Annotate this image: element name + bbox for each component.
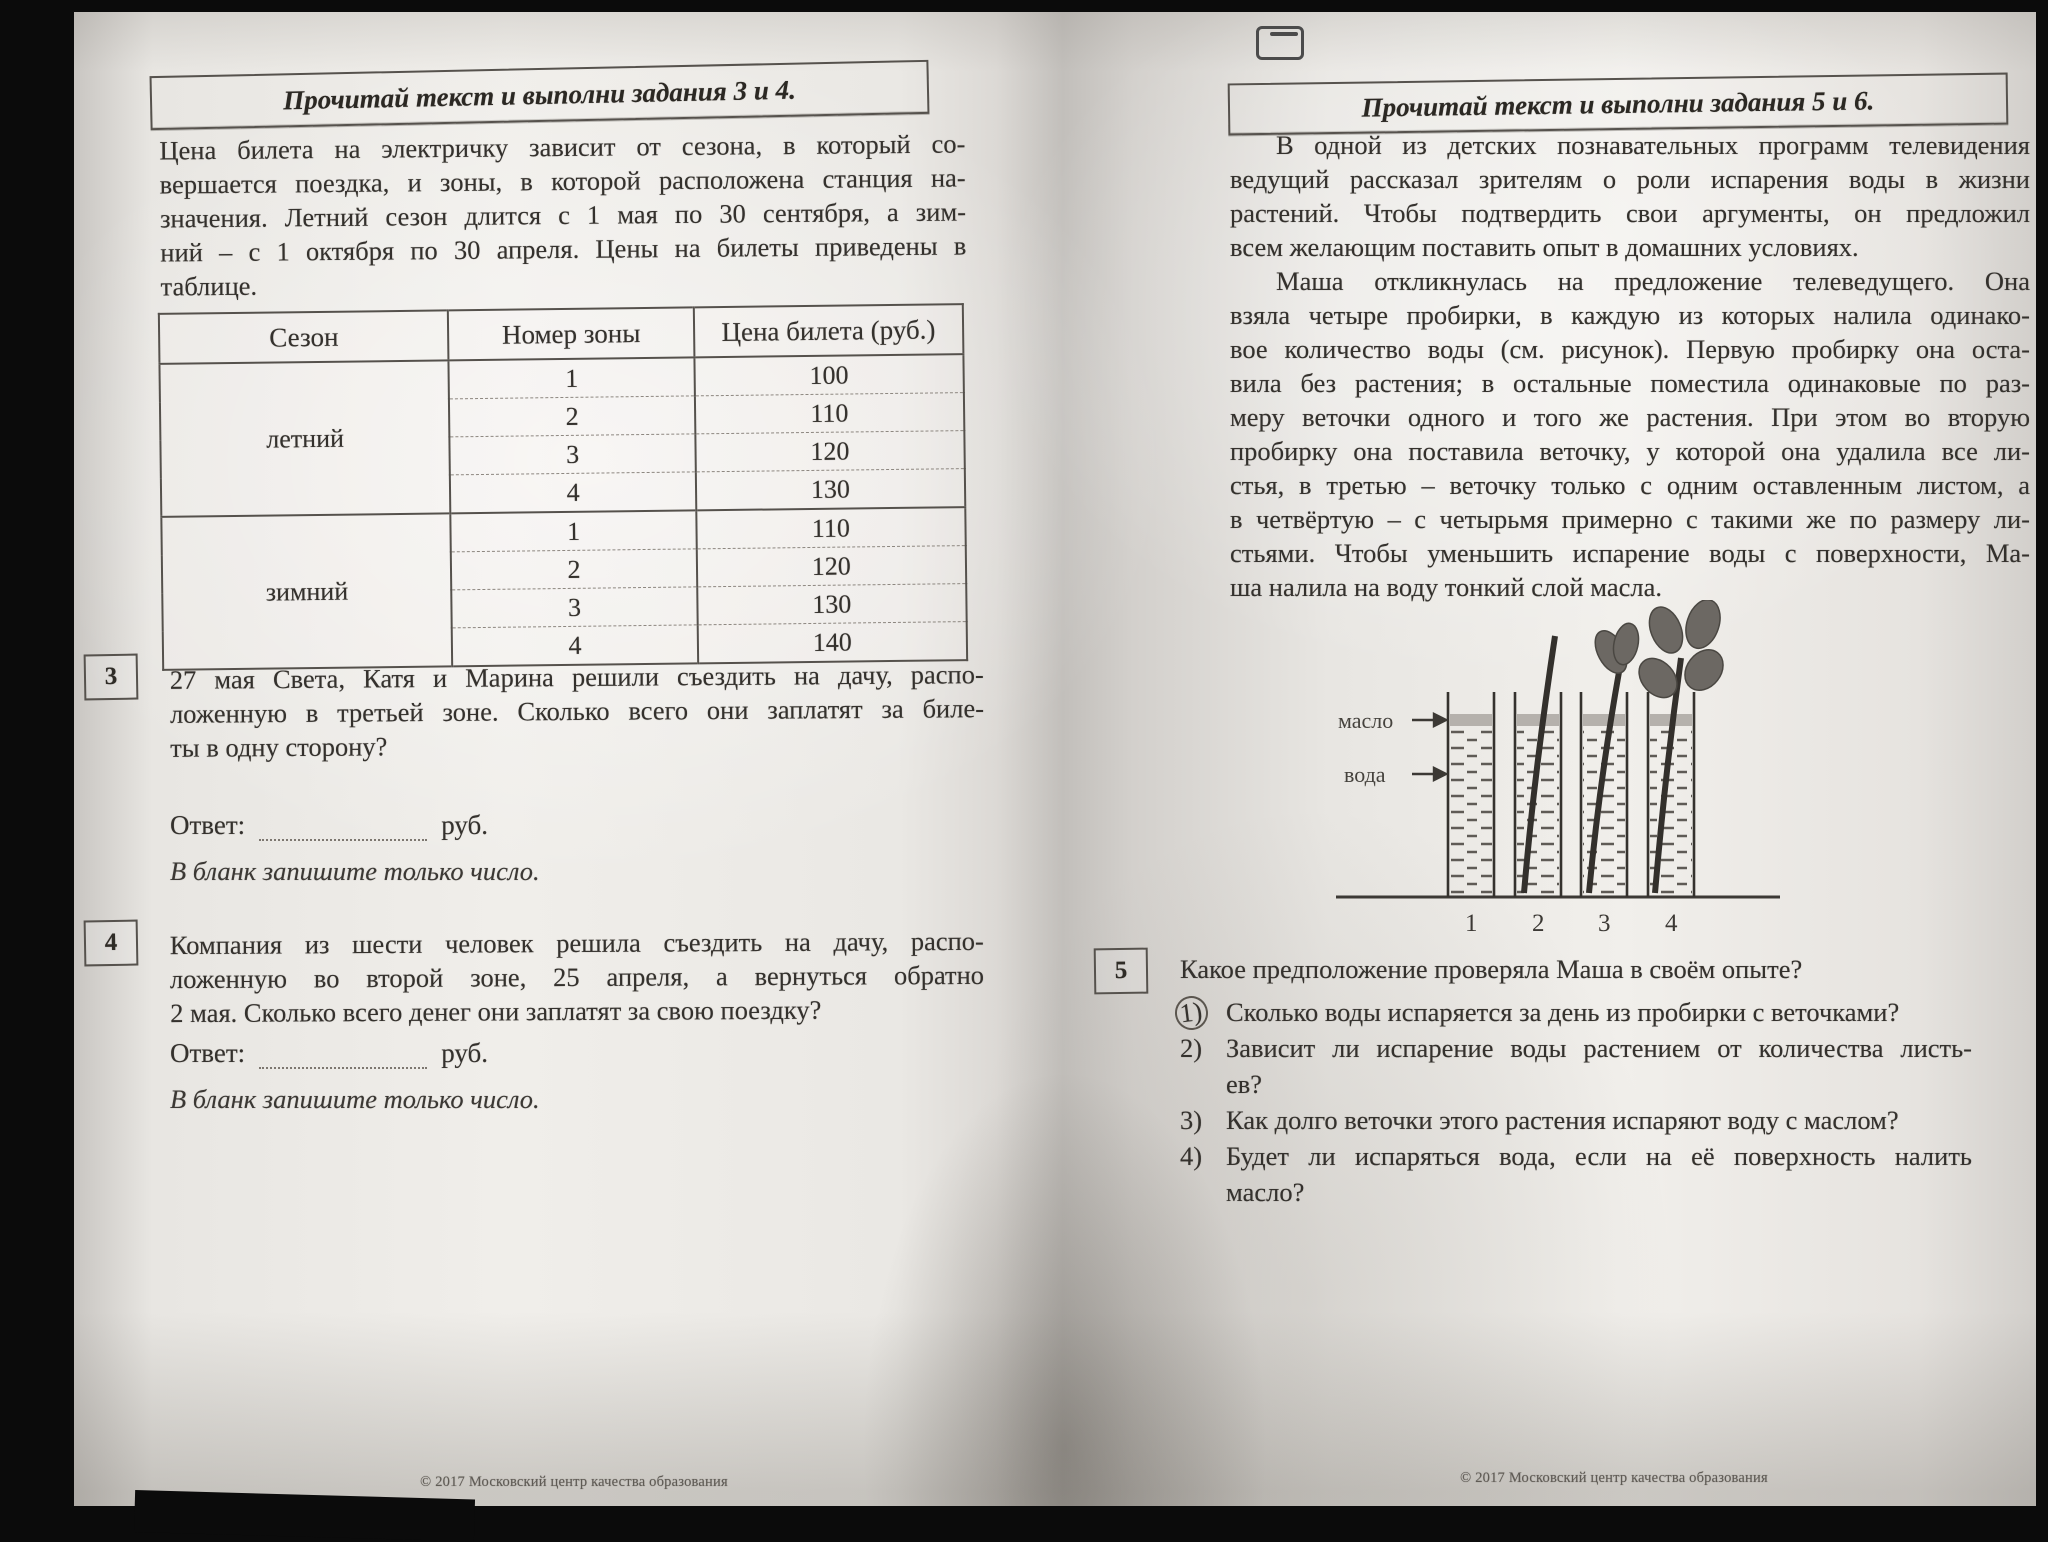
option-3-number: 3): [1180, 1105, 1203, 1135]
left-instruction-banner: [150, 60, 930, 130]
question-4-text: [170, 924, 985, 1030]
question-3-number-box: [84, 654, 139, 701]
right-instruction-text: Прочитай текст и выполни задания 5 и 6.: [1361, 84, 1875, 123]
text-line: значения. Летний сезон длится с 1 мая по 30 сентября, а зим-: [159, 196, 967, 234]
question-4-note: В бланк запишите только число.: [170, 1084, 540, 1114]
zone-cell: 1: [451, 510, 697, 551]
text-line: В одной из детских познавательных программ телевидения: [1276, 130, 2030, 160]
left-intro-paragraph: [159, 126, 966, 303]
option-2-number: 2): [1180, 1033, 1203, 1063]
text-line: таблице.: [160, 270, 258, 302]
col-header-price: Цена билета (руб.): [693, 304, 963, 357]
page-right: [1054, 12, 2036, 1506]
text-line: в четвёртую – с четырьмя примерно с такими же по размеру ли-: [1230, 504, 2030, 534]
answer-unit: руб.: [441, 1038, 488, 1068]
text-line: Будет ли испаряться вода, если на её поверхность налить: [1226, 1141, 1972, 1171]
zone-cell: 1: [565, 363, 579, 393]
question-3-note: В бланк запишите только число.: [170, 856, 540, 886]
col-header-zone: Номер зоны: [448, 307, 694, 360]
text-line: ведущий рассказал зрителям о роли испарения воды в жизни: [1230, 164, 2030, 194]
scan-corner-shadow: [134, 1490, 475, 1541]
option-1-number: [1180, 994, 1226, 1030]
text-line: ша налила на воду тонкий слой масла.: [1230, 572, 1663, 602]
text-line: всем желающим поставить опыт в домашних условиях.: [1230, 232, 1859, 262]
oil-label: масло: [1338, 708, 1394, 733]
page-left: [74, 12, 1074, 1506]
question-4-answer-row: [170, 1038, 488, 1069]
tube-number-3: 3: [1598, 910, 1611, 937]
question-5-options: [1180, 994, 1980, 1210]
test-tubes-figure: [1328, 600, 1788, 940]
price-cell: 130: [695, 469, 965, 511]
text-line: меру веточки одного и того же растения. При этом во вторую: [1230, 402, 2030, 432]
text-line: растений. Чтобы подтвердить свои аргументы, он предложил: [1230, 198, 2030, 228]
option-1: [1180, 994, 1980, 1030]
oil-arrow: [1412, 714, 1446, 726]
question-5-text: [1180, 952, 1970, 986]
right-paragraph-2: [1230, 264, 2030, 604]
text-line: вое количество воды (см. рисунок). Первую пробирку она оста-: [1230, 334, 2030, 364]
zone-cell: 3: [450, 434, 696, 475]
question-4-number-box: [84, 920, 139, 967]
question-3-number: 3: [104, 662, 118, 691]
text-line: взяла четыре пробирки, в каждую из которых налила одинако-: [1230, 300, 2030, 330]
price-cell: 110: [695, 393, 965, 434]
text-line: Как долго веточки этого растения испаряют воду с маслом?: [1226, 1105, 1899, 1135]
question-3-answer-row: [170, 810, 488, 841]
text-line: 27 мая Света, Катя и Марина решили съездить на дачу, распо-: [169, 659, 984, 695]
right-paragraph-1: [1230, 128, 2030, 264]
text-line: ев?: [1226, 1069, 1263, 1099]
price-cell: 100: [694, 354, 964, 396]
text-line: Какое предположение проверяла Маша в своём опыте?: [1180, 954, 1803, 984]
tube-number-2: 2: [1532, 910, 1545, 937]
zone-cell: 2: [449, 396, 695, 437]
text-line: стья, в третью – веточку только с одним оставленным листом, а: [1230, 470, 2030, 500]
answer-label: Ответ:: [170, 810, 246, 840]
text-line: 2 мая. Сколько всего денег они заплатят за свою поездку?: [170, 994, 822, 1029]
option-4: [1180, 1138, 1980, 1210]
option-4-number: 4): [1180, 1141, 1203, 1171]
question-5-number: 5: [1114, 956, 1128, 985]
water-label: вода: [1344, 762, 1386, 787]
season-cell: зимний: [161, 513, 452, 670]
circled-answer-mark: 1): [1173, 994, 1210, 1032]
tube-number-4: 4: [1665, 910, 1678, 937]
left-instruction-text: Прочитай текст и выполни задания 3 и 4.: [282, 74, 797, 115]
answer-unit: руб.: [441, 810, 488, 840]
text-line: Маша откликнулась на предложение телеведущего. Она: [1276, 266, 2030, 296]
text-line: ний – с 1 октября по 30 апреля. Цены на билеты приведены в: [160, 230, 967, 268]
col-header-season: Сезон: [159, 310, 449, 364]
tube-number-1: 1: [1465, 910, 1478, 937]
price-cell: 120: [696, 546, 966, 587]
oil-layers: [1450, 714, 1692, 726]
text-line: вершается поездка, и зоны, в которой расположена станция на-: [159, 162, 966, 200]
answer-blank: [259, 1039, 427, 1069]
zone-cell: 4: [450, 472, 696, 513]
text-line: стьями. Чтобы уменьшить испарение воды с поверхности, Ма-: [1230, 538, 2030, 568]
price-cell: 130: [697, 584, 967, 625]
text-line: ты в одну сторону?: [170, 731, 388, 763]
option-2: [1180, 1030, 1980, 1102]
price-cell: 110: [696, 507, 966, 549]
question-5-number-box: [1094, 948, 1149, 995]
zone-cell: 3: [452, 587, 698, 628]
question-3-text: [170, 657, 985, 765]
scanned-document: [74, 12, 2036, 1506]
answer-blank: [259, 811, 427, 841]
text-line: вила без растения; в остальные поместила одинаковые по раз-: [1230, 368, 2030, 398]
text-line: Компания из шести человек решила съездить на дачу, распо-: [169, 925, 984, 961]
left-page-footer: © 2017 Московский центр качества образования: [420, 1474, 728, 1490]
window-icon-bar: [1270, 32, 1298, 36]
right-instruction-banner: [1228, 73, 2009, 136]
text-line: Сколько воды испаряется за день из пробирки с веточками?: [1226, 997, 1900, 1027]
season-cell: летний: [159, 360, 450, 517]
text-line: ложенную в третьей зоне. Сколько всего они заплатят за биле-: [169, 693, 985, 729]
zone-cell: 4: [452, 625, 698, 666]
zone-cell: 2: [451, 549, 697, 590]
text-line: ложенную во второй зоне, 25 апреля, а вернуться обратно: [169, 959, 985, 995]
text-line: масло?: [1226, 1177, 1305, 1207]
question-4-number: 4: [104, 928, 118, 957]
price-cell: 140: [697, 622, 967, 664]
price-cell: 120: [695, 431, 965, 472]
right-page-footer: © 2017 Московский центр качества образования: [1460, 1470, 1768, 1486]
leaves: [1589, 600, 1731, 705]
text-line: пробирку она поставила веточку, у которой она удалила все ли-: [1230, 436, 2030, 466]
ticket-price-table: [158, 303, 968, 671]
water-arrow: [1412, 768, 1446, 780]
option-3: [1180, 1102, 1980, 1138]
text-line: Цена билета на электричку зависит от сезона, в который со-: [159, 128, 966, 166]
answer-label: Ответ:: [170, 1038, 246, 1068]
window-icon[interactable]: [1256, 26, 1304, 60]
text-line: Зависит ли испарение воды растением от количества листь-: [1226, 1033, 1972, 1063]
